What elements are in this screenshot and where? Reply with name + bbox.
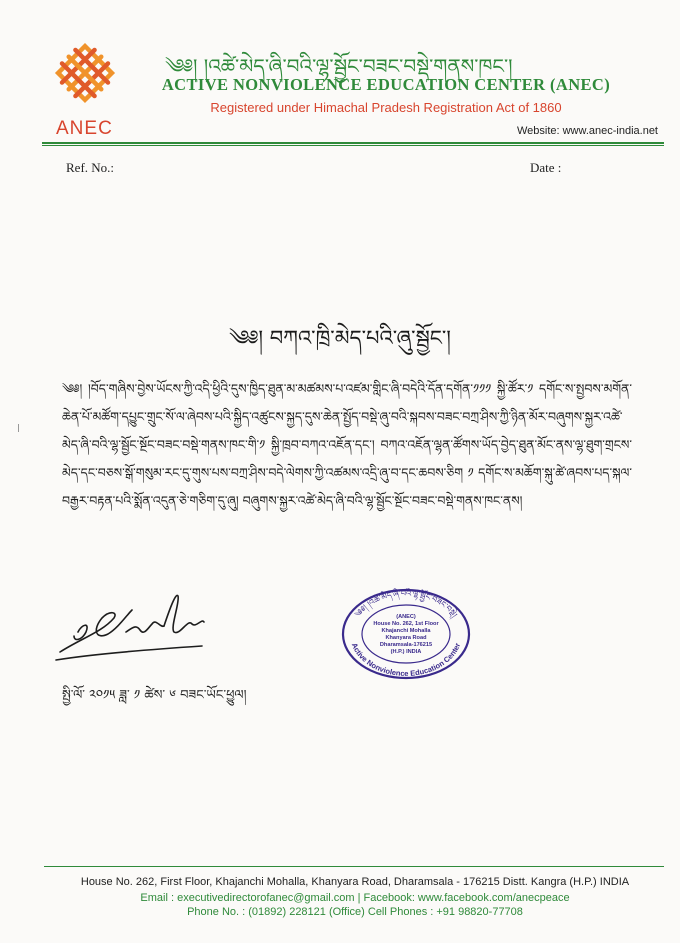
seal-line: House No. 262, 1st Floor <box>373 621 439 627</box>
footer-contacts: Email : executivedirectorofanec@gmail.com | Facebook: www.facebook.com/anecpeace <box>140 892 570 904</box>
reference-number-label: Ref. No.: <box>66 160 115 175</box>
seal-line: Khanyara Road <box>385 635 427 641</box>
footer-address: House No. 262, First Floor, Khajanchi Mohalla, Khanyara Road, Dharamsala - 176215 Distt. Kangra (H.P.) INDIA <box>80 876 630 888</box>
registration-statement: Registered under Himachal Pradesh Registration Act of 1860 <box>210 100 562 115</box>
organization-name: ACTIVE NONVIOLENCE EDUCATION CENTER (ANEC) <box>161 75 611 94</box>
organization-seal <box>340 588 472 680</box>
anec-endless-knot-logo <box>52 40 118 106</box>
margin-mark <box>18 424 19 432</box>
seal-line: (H.P.) INDIA <box>390 649 422 655</box>
seal-ring-text: Active Nonviolence Education Center <box>349 641 463 679</box>
footer-divider <box>44 866 664 867</box>
seal-line: Khajanchi Mohalla <box>381 628 431 634</box>
tibetan-organization-name: ༄༅། །འཚེ་མེད་ཞི་བའི་ལྷ་སྦྱོང་བཟང་བསྡེ་གནས་ཁང་། <box>165 54 513 78</box>
svg-text:༄༅། །འཚེ་མེད་ཞི་བའི་ལྷ་སྦྱོང་བ: ༄༅། །འཚེ་མེད་ཞི་བའི་ལྷ་སྦྱོང་བཟང་བསྡེ། <box>353 588 459 619</box>
signing-date: སྤྱི་ལོ་ ༢༠༡༥ ཟླ་ ༡ ཚེས་ ༦ བཟང་ཡོང་ཕྱུལ། <box>62 688 247 703</box>
header-divider <box>42 142 664 146</box>
seal-line: Dharamsala-176215 <box>379 642 433 648</box>
date-label: Date : <box>530 160 562 175</box>
footer-phones: Phone No. : (01892) 228121 (Office) Cell Phones : +91 98820-77708 <box>187 906 523 918</box>
website-address: Website: www.anec-india.net <box>516 125 658 137</box>
letter-body: ༄༅། །བོད་གཞིས་བྱེས་ཡོངས་ཀྱི་འདི་ཕྱིའི་དུས་ཁྱིད་ཐུན་མ་མཚམས་པ་འཛམ་གླིང་ཞི་བདེའི་དོན་དགོན་༡༡༡ སྐྱི་ཚོར་༡ དགོང་ས་སྤྱབས་མགོན་ཆེན་པོ་མཚོག་དཔྱུང་གྲུང་སོ་ལ་ཞེབས་པའི་སྐྱིད་འཚུངས་སྐྱད་དུས་ཆེན་སྤྱོད་བསྡེ་ཞུ་བའི་སྐབས་བཟང་བཀྲ་ཤིས་ཀྱི་ཉིན་མོར་བཞུགས་སྐྱར་འཚེ་མེད་ཞི་བའི་ལྷ་སྦྱོང་སྔོང་བཟང་བསྡེ་གནས་ཁང་གི་༡ སྐྱི་ཁྲབ་བཀའ་འཇོན་དང་། བཀའ་འཇོན་ལྷན་ཚོགས་ཡོད་བྱེད་ཐུན་མོང་ནས་ལྷ་ཐུག་གྲངས་མེད་དང་བཅས་སྒོ་གསུམ་རང་དུ་གུས་པས་བཀྲ་ཤིས་བདེ་ལེགས་ཀྱི་འཚམས་འདྲི་ཞུ་བ་དང་ཆབས་ཅིག ༡ དགོང་ས་མཆོག་སྐུ་ཚེ་ཞབས་པད་སྐལ་བརྒྱར་བརྟན་པའི་སྨོན་འདུན་ཅེ་གཅིག་དུ་ཞུ། བཞུགས་སྐྱར་འཚེ་མེད་ཞི་བའི་ལྷ་སྦྱོང་སྔོང་བཟང་བསྡེ་གནས་ཁང་ནས། <box>62 381 632 508</box>
document-title: ༄༅། བཀའ་ཁྲི་མེད་པའི་ཞུ་སྦྱོང་། <box>229 326 451 350</box>
logo-wordmark: ANEC <box>56 118 113 139</box>
seal-line: (ANEC) <box>396 614 416 620</box>
handwritten-signature <box>52 588 212 666</box>
